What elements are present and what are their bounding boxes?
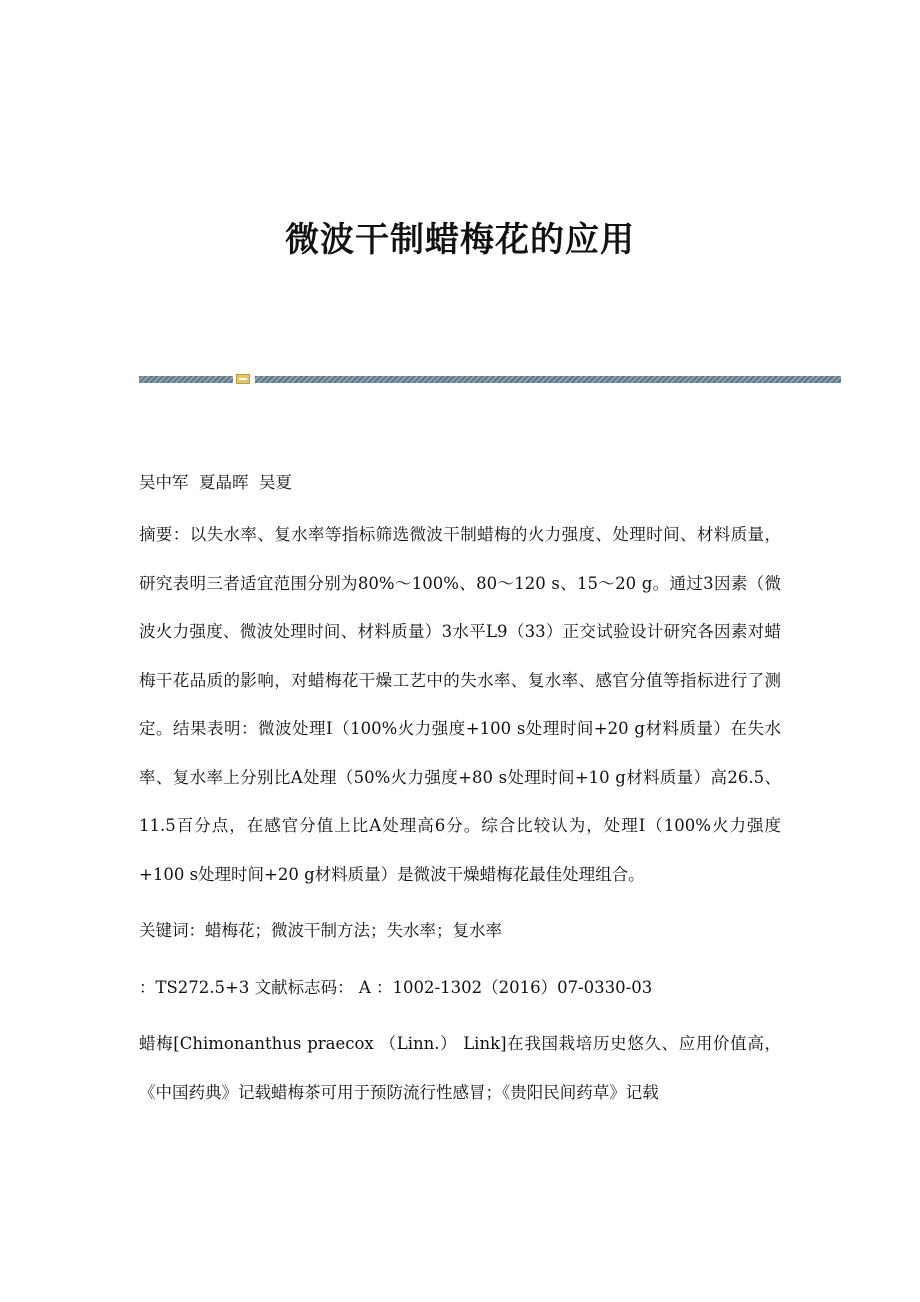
abstract-text: 以失水率、复水率等指标筛选微波干制蜡梅的火力强度、处理时间、材料质量，研究表明三者适宜范围分别为80%～100%、80～120 s、15～20 g。通过3因素（微波火力强度、微波处理时间、材料质量）3水平L9（33）正交试验设计研究各因素对蜡梅干花品质的影响，对蜡梅花干燥工艺中的失水率、复水率、感官分值等指标进行了测定。结果表明：微波处理Ⅰ（100%火力强度+100 s处理时间+20 g材料质量）在失水率、复水率上分别比A处理（50%火力强度+80 s处理时间+10 g材料质量）高26.5、11.5百分点，在感官分值上比A处理高6分。综合比较认为，处理Ⅰ（100%火力强度+100 s处理时间+20 g材料质量）是微波干燥蜡梅花最佳处理组合。	[139, 525, 782, 884]
divider-bar-left	[139, 376, 233, 383]
body-paragraph: 蜡梅[Chimonanthus praecox （Linn.） Link]在我国栽培历史悠久、应用价值高，《中国药典》记载蜡梅茶可用于预防流行性感冒；《贵阳民间药草》记载	[139, 1034, 781, 1102]
decorative-divider	[139, 374, 841, 384]
paper-title: 微波干制蜡梅花的应用	[285, 220, 635, 260]
divider-ornament-icon	[236, 374, 250, 384]
classification-line: ：TS272.5+3 文献标志码： A ：1002-1302（2016）07-0330-03	[139, 977, 653, 997]
divider-bar-right	[255, 376, 841, 383]
keywords-text: 蜡梅花；微波干制方法；失水率；复水率	[205, 921, 502, 940]
abstract-paragraph	[139, 511, 781, 899]
paper-body	[139, 463, 781, 1125]
abstract-label: 摘要：	[139, 525, 190, 544]
author-list: 吴中军 夏晶晖 吴夏	[139, 473, 292, 492]
keywords-paragraph	[139, 907, 781, 956]
keywords-label: 关键词：	[139, 921, 205, 940]
